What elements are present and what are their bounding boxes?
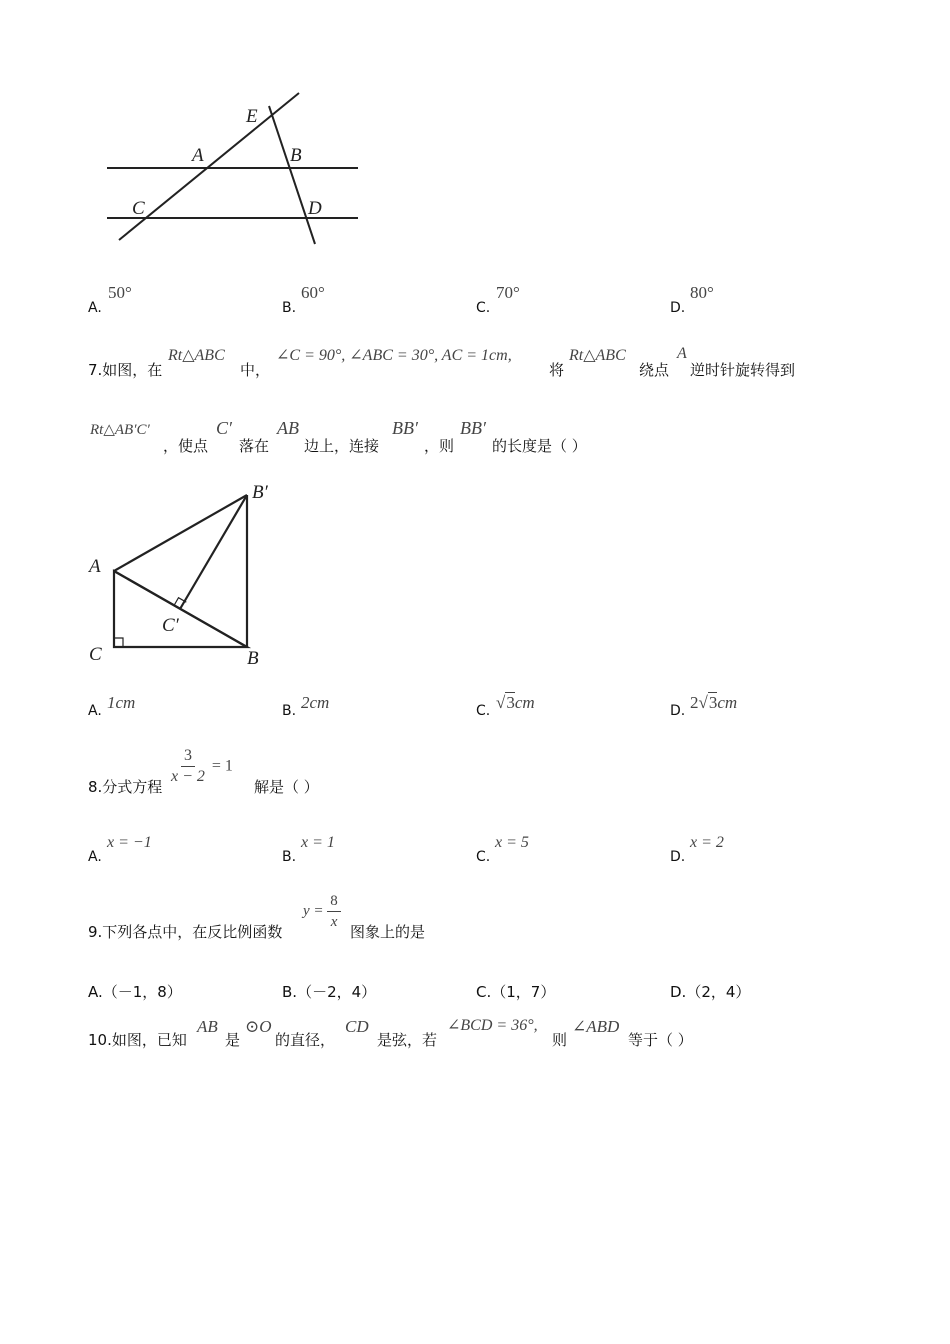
q7-option-c-value: √3cm xyxy=(496,693,535,712)
q6-option-a-value: 50° xyxy=(108,283,132,302)
q7-rt-abc-2: Rt△ABC xyxy=(569,347,626,364)
q10-circle-o: ⊙O xyxy=(245,1017,272,1036)
q6-option-b-value: 60° xyxy=(301,283,325,302)
q7-option-d-coef: 2 xyxy=(690,693,699,712)
q7-option-c-unit: cm xyxy=(514,693,535,712)
q9-option-b-value: （－2，4） xyxy=(297,983,377,1001)
q9-end: 图象上的是 xyxy=(350,923,426,941)
q7-option-b-value: 2cm xyxy=(301,693,330,712)
q10-condition: ∠BCD = 36°, xyxy=(447,1017,538,1034)
q7-option-c-radicand: 3 xyxy=(506,693,515,712)
q8-option-d-value: x = 2 xyxy=(690,834,724,851)
q6-option-d-value: 80° xyxy=(690,283,714,302)
q7-c-prime: C′ xyxy=(216,418,232,438)
q7-option-a-letter: A. xyxy=(88,703,102,719)
q6-option-d-letter: D. xyxy=(670,300,686,316)
q10-end: 等于（ ） xyxy=(628,1031,693,1049)
q7-ni: 逆时针旋转得到 xyxy=(690,361,796,379)
q8-option-c-value: x = 5 xyxy=(495,834,529,851)
q7-rt-abc: Rt△ABC xyxy=(168,347,225,364)
q7-rao: 绕点 xyxy=(639,361,670,379)
q10-number: 10.如图，已知 xyxy=(88,1031,187,1049)
q8-denominator: x − 2 xyxy=(171,768,205,785)
q6-option-c-value: 70° xyxy=(496,283,520,302)
q8-end: 解是（ ） xyxy=(254,778,319,796)
q9-function xyxy=(303,891,341,932)
q9-option-a xyxy=(88,981,182,1002)
q8-rhs: = 1 xyxy=(211,757,233,775)
q8-equation xyxy=(168,746,233,787)
q9-option-b xyxy=(282,981,376,1002)
q7-option-d-radicand: 3 xyxy=(708,693,718,712)
q10-ze: 则 xyxy=(552,1031,568,1049)
q7-option-d-unit: cm xyxy=(717,693,738,712)
q6-option-a-letter: A. xyxy=(88,300,102,316)
q7-point-a: A xyxy=(677,345,687,362)
q6-option-b-letter: B. xyxy=(282,300,297,316)
q10-shi: 是 xyxy=(225,1031,241,1049)
q9-option-d-letter: D. xyxy=(670,983,687,1001)
q7-option-a-value: 1cm xyxy=(107,693,136,712)
q10-ab: AB xyxy=(197,1017,218,1036)
q10-diameter: 的直径， xyxy=(275,1031,336,1049)
label-e: E xyxy=(246,106,258,127)
q7-option-c-letter: C. xyxy=(476,703,491,719)
q9-denominator: x xyxy=(330,914,338,930)
q7-end: 的长度是（ ） xyxy=(492,437,587,455)
q8-option-d-letter: D. xyxy=(670,849,686,865)
q9-number: 9.下列各点中，在反比例函数 xyxy=(88,923,283,941)
label-bprime: B′ xyxy=(252,482,268,503)
segment-a-bprime xyxy=(114,495,247,571)
q9-option-c-value: （1，7） xyxy=(491,983,556,1001)
right-angle-mark-cprime xyxy=(174,598,186,606)
label-b: B xyxy=(247,648,259,669)
q8-option-a-value: x = −1 xyxy=(107,834,152,851)
q8-number: 8.分式方程 xyxy=(88,778,163,796)
q10-angle-abd: ∠ABD xyxy=(572,1017,620,1036)
q9-option-c-letter: C. xyxy=(476,983,492,1001)
q7-luo: 落在 xyxy=(239,437,270,455)
label-c: C xyxy=(89,644,102,665)
q9-option-d xyxy=(670,981,750,1002)
segment-cprime-bprime xyxy=(180,495,247,609)
q8-numerator: 3 xyxy=(181,746,195,767)
q8-option-a-letter: A. xyxy=(88,849,102,865)
label-a: A xyxy=(192,145,204,166)
q9-option-b-letter: B. xyxy=(282,983,298,1001)
q7-bian: 边上，连接 xyxy=(304,437,380,455)
q9-lhs: y = xyxy=(303,903,324,919)
right-angle-mark-c xyxy=(114,638,123,647)
q9-option-d-value: （2，4） xyxy=(686,983,751,1001)
q10-cd: CD xyxy=(345,1017,369,1036)
rotation-triangle-figure xyxy=(80,470,290,670)
q9-option-c xyxy=(476,981,555,1002)
q9-option-a-value: （－1，8） xyxy=(102,983,182,1001)
parallel-lines-figure xyxy=(100,88,370,250)
q7-bb-prime-2: BB′ xyxy=(460,418,486,438)
q7-ab: AB xyxy=(277,418,299,438)
label-b: B xyxy=(290,145,302,166)
q7-bb-prime-1: BB′ xyxy=(392,418,418,438)
label-a: A xyxy=(89,556,101,577)
q9-numerator: 8 xyxy=(327,891,341,912)
q7-option-b-letter: B. xyxy=(282,703,297,719)
q6-option-c-letter: C. xyxy=(476,300,491,316)
q8-option-b-value: x = 1 xyxy=(301,834,335,851)
q7-option-d-letter: D. xyxy=(670,703,686,719)
label-cprime: C′ xyxy=(162,615,179,636)
q10-xian: 是弦，若 xyxy=(377,1031,438,1049)
q7-shi: ，使点 xyxy=(163,437,209,455)
q7-option-d-value: 2√3cm xyxy=(690,693,738,712)
label-c: C xyxy=(132,198,145,219)
q7-zhong: 中， xyxy=(240,361,271,379)
q9-option-a-letter: A. xyxy=(88,983,103,1001)
q7-ze: ，则 xyxy=(424,437,455,455)
q7-rt-prime: Rt△AB′C′ xyxy=(90,422,150,438)
q8-option-b-letter: B. xyxy=(282,849,297,865)
q7-condition: ∠C = 90°, ∠ABC = 30°, AC = 1cm, xyxy=(276,347,512,364)
line-ed xyxy=(269,106,315,244)
q8-option-c-letter: C. xyxy=(476,849,491,865)
q7-jiang: 将 xyxy=(549,361,565,379)
q7-number: 7.如图，在 xyxy=(88,361,163,379)
label-d: D xyxy=(308,198,322,219)
